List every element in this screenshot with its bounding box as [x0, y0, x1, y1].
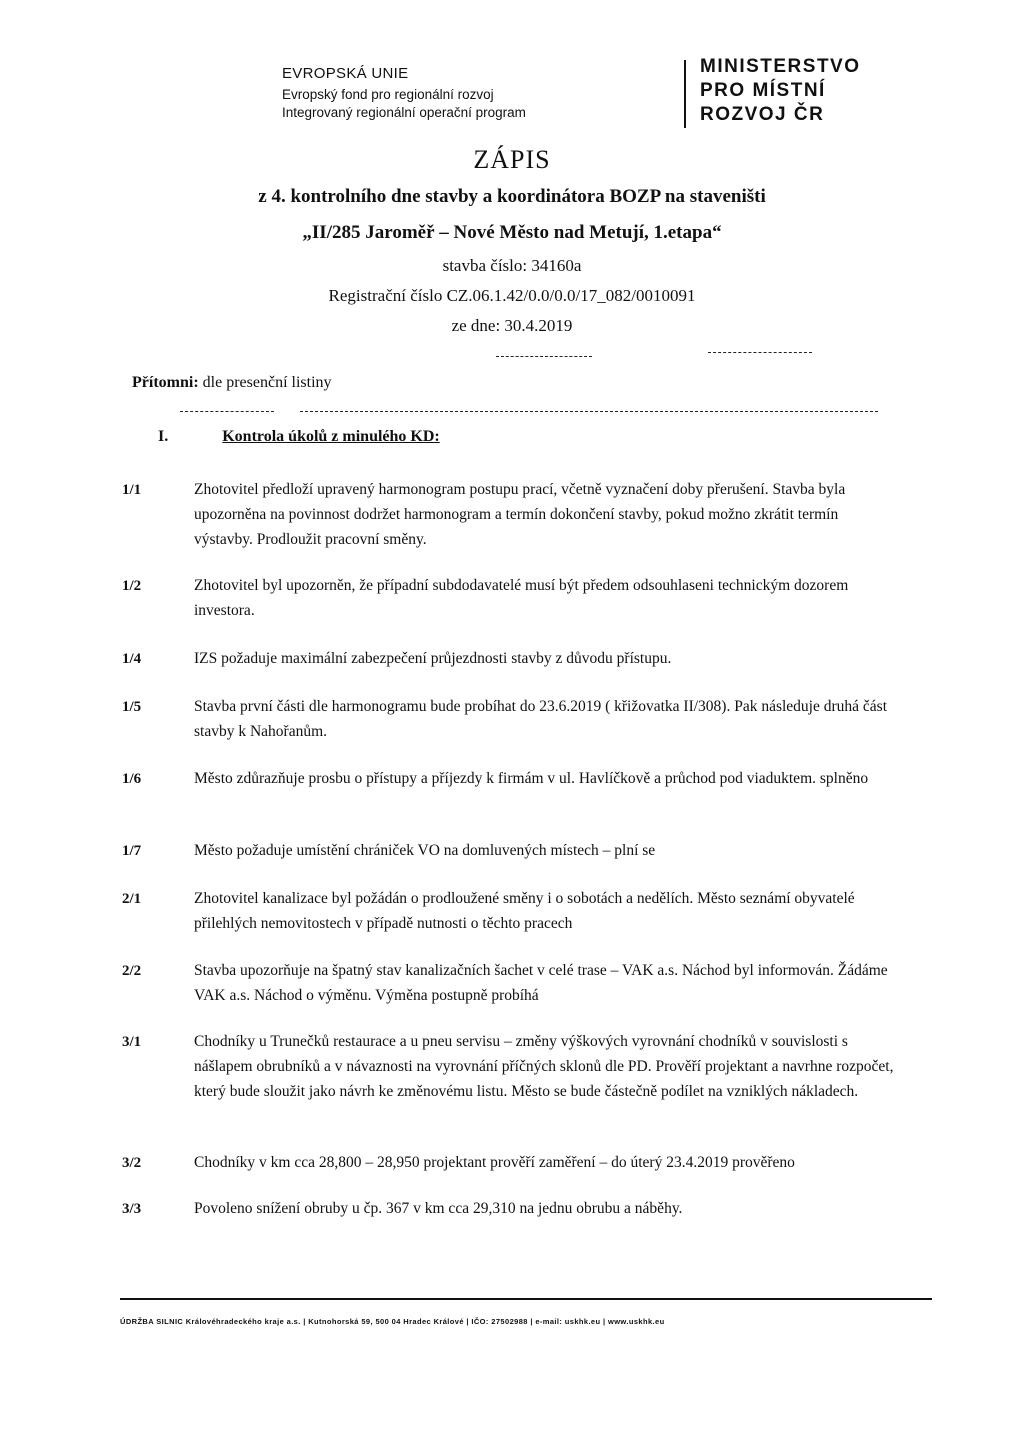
- project-name: „II/285 Jaroměř – Nové Město nad Metují, 1.etapa“: [302, 222, 722, 243]
- signature-line-right: [708, 352, 812, 353]
- item-number: 2/2: [122, 963, 142, 979]
- footer-text: ÚDRŽBA SILNIC Královéhradeckého kraje a.s. | Kutnohorská 59, 500 04 Hradec Králové | IČO: 27502988 | e-mail: uskhk.eu | www.uskhk.eu: [120, 1317, 665, 1326]
- item-text: Město zdůrazňuje prosbu o přístupy a příjezdy k firmám v ul. Havlíčkově a průchod pod viaduktem. splněno: [194, 770, 869, 787]
- item-number: 3/3: [122, 1201, 142, 1217]
- document-subtitle: z 4. kontrolního dne stavby a koordinátora BOZP na staveništi: [258, 186, 766, 207]
- ministry-line-3: ROZVOJ ČR: [700, 104, 825, 125]
- document-title: ZÁPIS: [473, 145, 551, 174]
- eu-title: EVROPSKÁ UNIE: [282, 65, 409, 82]
- item-text: Stavba první části dle harmonogramu bude probíhat do 23.6.2019 ( křižovatka II/308). Pak následuje druhá část stavby k Nahořanům.: [194, 698, 888, 740]
- item-text: Chodníky u Trunečků restaurace a u pneu servisu – změny výškových vyrovnání chodníků v souvislosti s nášlapem obrubníků a v návaznosti na vyrovnání příčných sklonů dle PD. Prověří projektant a navrhne rozpočet, který bude sloužit jako návrh ke změnovému listu. Město se bude částečně podílet na vzniklých nákladech.: [194, 1033, 894, 1100]
- item-text: Zhotovitel kanalizace byl požádán o prodloužené směny i o sobotách a nedělích. Město seznámí obyvatelé přilehlých nemovitostech v případě nutnosti o těchto pracech: [194, 890, 855, 932]
- item-text: Zhotovitel byl upozorněn, že případní subdodavatelé musí být předem odsouhlaseni technickým dozorem investora.: [194, 577, 849, 619]
- eu-program: Integrovaný regionální operační program: [282, 105, 526, 120]
- item-number: 1/4: [122, 651, 142, 667]
- section-title: Kontrola úkolů z minulého KD:: [222, 428, 440, 445]
- item-number: 1/5: [122, 699, 142, 715]
- item-number: 1/1: [122, 482, 142, 498]
- present-value: dle presenční listiny: [202, 374, 332, 391]
- present-label: Přítomni:: [132, 374, 199, 391]
- item-number: 1/7: [122, 843, 142, 859]
- item-number: 3/2: [122, 1155, 142, 1171]
- item-text: Město požaduje umístění chrániček VO na domluvených místech – plní se: [194, 842, 656, 859]
- item-text: Stavba upozorňuje na špatný stav kanalizačních šachet v celé trase – VAK a.s. Náchod byl informován. Žádáme VAK a.s. Náchod o výměnu. Výměna postupně probíhá: [194, 962, 888, 1004]
- item-text: Povoleno snížení obruby u čp. 367 v km cca 29,310 na jednu obrubu a náběhy.: [194, 1200, 683, 1217]
- ministry-line-2: PRO MÍSTNÍ: [700, 80, 826, 101]
- signature-line-left: [496, 356, 592, 357]
- item-number: 1/6: [122, 771, 142, 787]
- item-number: 2/1: [122, 891, 142, 907]
- ministry-line-1: MINISTERSTVO: [700, 56, 861, 77]
- separator-dash-right: [300, 411, 878, 412]
- item-number: 3/1: [122, 1034, 142, 1050]
- separator-dash-left: [180, 411, 274, 412]
- build-number: stavba číslo: 34160a: [442, 256, 582, 275]
- item-text: Zhotovitel předloží upravený harmonogram postupu prací, včetně vyznačení doby přerušení. Stavba byla upozorněna na povinnost dodržet harmonogram a termín dokončení stavby, pokud možno zkrátit termín výstavby. Prodloužit pracovní směny.: [194, 481, 846, 548]
- section-number: I.: [158, 428, 169, 445]
- section-heading: [158, 428, 440, 446]
- item-text: Chodníky v km cca 28,800 – 28,950 projektant prověří zaměření – do úterý 23.4.2019 prověřeno: [194, 1154, 795, 1171]
- present-row: [132, 374, 332, 392]
- ministry-divider: [684, 60, 686, 128]
- footer-divider: [120, 1298, 932, 1300]
- eu-fund: Evropský fond pro regionální rozvoj: [282, 87, 494, 102]
- document-date: ze dne: 30.4.2019: [451, 316, 573, 335]
- registration-number: Registrační číslo CZ.06.1.42/0.0/0.0/17_082/0010091: [328, 286, 696, 305]
- item-number: 1/2: [122, 578, 142, 594]
- item-text: IZS požaduje maximální zabezpečení průjezdnosti stavby z důvodu přístupu.: [194, 650, 672, 667]
